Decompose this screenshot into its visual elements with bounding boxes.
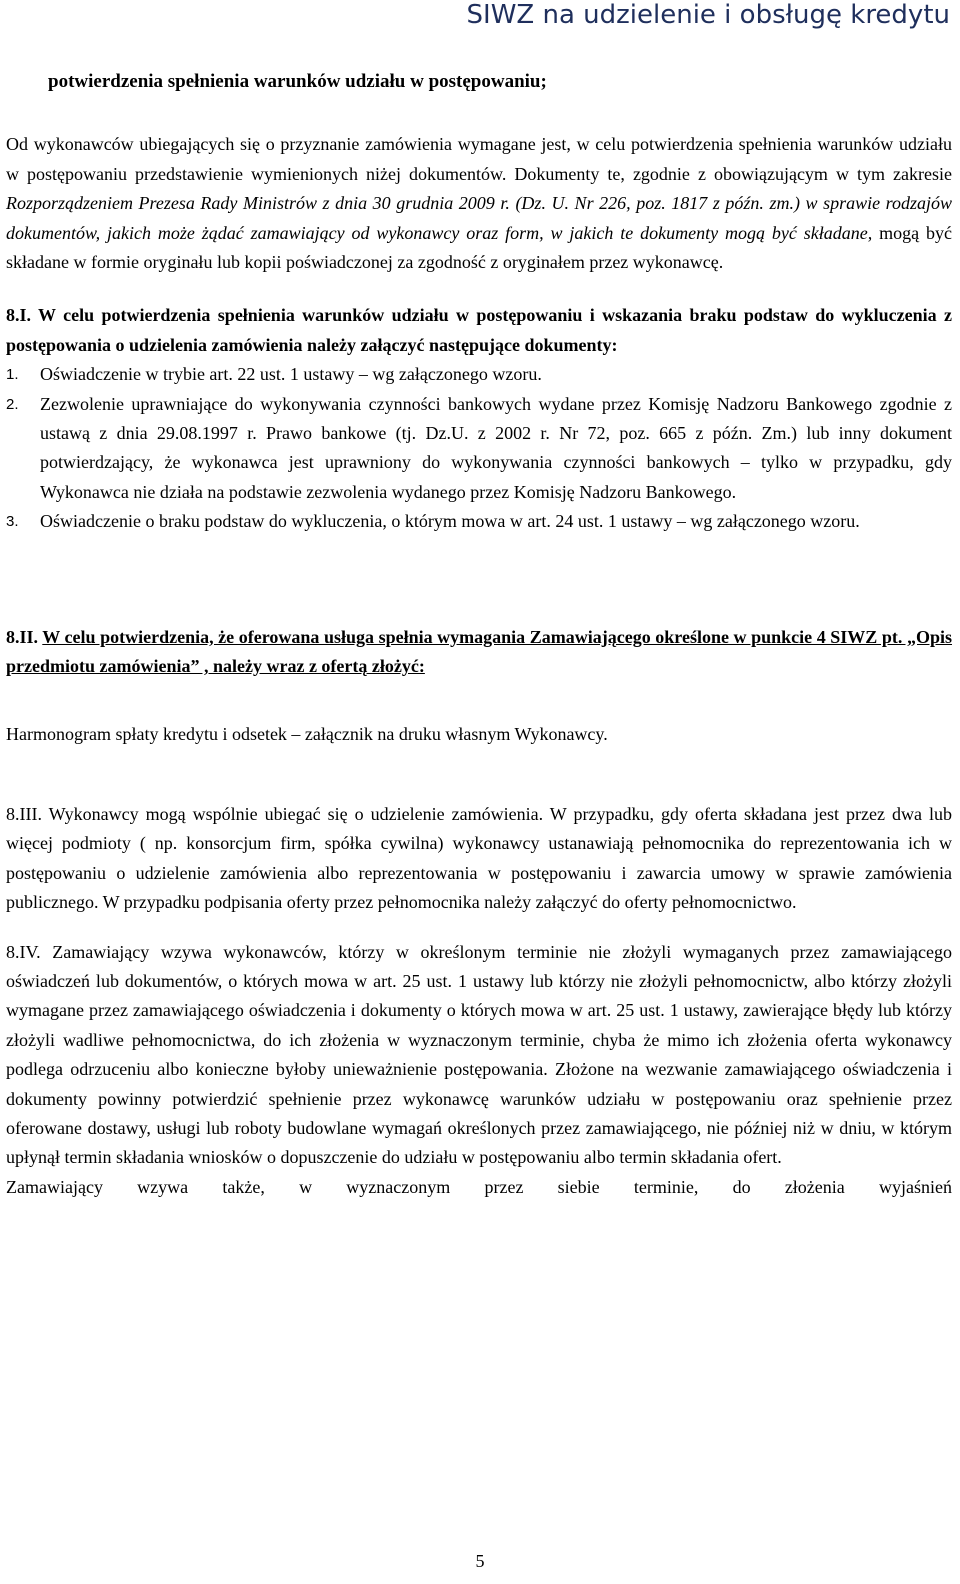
list-item-text: Zezwolenie uprawniające do wykonywania czynności bankowych wydane przez Komisję Nadzoru Bankowego zgodnie z ustawą z dnia 29.08.1997 r. Prawo bankowe (tj. Dz.U. z 2002 r. Nr 72, poz. 665 z późn. Zm.) lub inny dokument potwierdzający, że wykonawca jest uprawniony do wykonywania czynności bankowych – tylko w przypadku, gdy Wykonawca nie działa na podstawie zezwolenia wydanego przez Komisję Nadzoru Bankowego. bbox=[40, 393, 952, 502]
list-item bbox=[6, 390, 952, 508]
list-item bbox=[6, 360, 952, 389]
list-item-number: 1. bbox=[6, 366, 19, 384]
document-header: SIWZ na udzielenie i obsługę kredytu bbox=[466, 0, 950, 30]
list-item-text: Oświadczenie w trybie art. 22 ust. 1 ustawy – wg załączonego wzoru. bbox=[40, 364, 542, 385]
section-8ii-number: 8.II. bbox=[6, 626, 39, 647]
section-8i-heading: 8.I. W celu potwierdzenia spełnienia warunków udziału w postępowaniu i wskazania braku podstaw do wykluczenia z postępowania o udzielenia zamówienia należy załączyć następujące dokumenty: bbox=[6, 305, 952, 355]
section-8ii-text: Harmonogram spłaty kredytu i odsetek – załącznik na druku własnym Wykonawcy. bbox=[6, 723, 608, 744]
section-8iv-continuation: Zamawiający wzywa także, w wyznaczonym przez siebie terminie, do złożenia wyjaśnień bbox=[6, 1176, 952, 1197]
section-8iii-paragraph: 8.III. Wykonawcy mogą wspólnie ubiegać się o udzielenie zamówienia. W przypadku, gdy oferta składana jest przez dwa lub więcej podmioty ( np. konsorcjum firm, spółka cywilna) wykonawcy ustanawiają pełnomocnika do reprezentowania ich w postępowaniu o udzielenie zamówienia albo reprezentowania w postępowaniu i zawarcia umowy w sprawie zamówienia publicznego. W przypadku podpisania oferty przez pełnomocnika należy załączyć do oferty pełnomocnictwo. bbox=[6, 803, 952, 913]
list-item-number: 3. bbox=[6, 513, 19, 531]
intro-paragraph bbox=[6, 130, 952, 277]
list-item-text: Oświadczenie o braku podstaw do wykluczenia, o którym mowa w art. 24 ust. 1 ustawy – wg załączonego wzoru. bbox=[40, 511, 860, 532]
regulation-reference: Rozporządzeniem Prezesa Rady Ministrów z dnia 30 grudnia 2009 r. (Dz. U. Nr 226, poz. 1817 z późn. zm.) w sprawie rodzajów dokumentów, jakich może żądać zamawiający od wykonawcy oraz form, w jakich te dokumenty mogą być składane, bbox=[6, 193, 952, 243]
intro-text-end: mogą być składane w formie oryginału lub kopii poświadczonej za zgodność z oryginałem przez wykonawcę. bbox=[6, 222, 952, 273]
list-item bbox=[6, 507, 952, 536]
section-8iv-paragraph: 8.IV. Zamawiający wzywa wykonawców, którzy w określonym terminie nie złożyli wymaganych przez zamawiającego oświadczeń lub dokumentów, o których mowa w art. 25 ust. 1 ustawy lub którzy nie złożyli pełnomocnictw, albo którzy złożyli wymagane przez zamawiającego oświadczenia i dokumenty o których mowa w art. 25 ust. 1 ustawy, zawierające błędy lub którzy złożyli wadliwe pełnomocnictwa, do ich złożenia w wyznaczonym terminie, chyba że mimo ich złożenia oferta wykonawcy podlega odrzuceniu albo konieczne byłoby unieważnienie postępowania. Złożone na wezwanie zamawiającego oświadczenia i dokumenty powinny potwierdzić spełnienie przez wykonawcę warunków udziału w postępowaniu oraz spełnienie przez oferowane dostawy, usługi lub roboty budowlane wymagań określonych przez zamawiającego, nie później niż w dniu, w którym upłynął termin składania wniosków o dopuszczenie do udziału w postępowaniu albo termin składania ofert. bbox=[6, 941, 952, 1168]
section-8ii-heading bbox=[6, 623, 952, 682]
page-number: 5 bbox=[475, 1551, 485, 1571]
document-body bbox=[6, 67, 952, 1202]
list-item-number: 2. bbox=[6, 395, 19, 413]
intro-text: Od wykonawców ubiegających się o przyznanie zamówienia wymagane jest, w celu potwierdzenia spełnienia warunków udziału w postępowaniu przedstawienie wymienionych niżej dokumentów. Dokumenty te, zgodnie z obowiązującym w tym zakresie bbox=[6, 134, 952, 184]
section-8ii-title: W celu potwierdzenia, że oferowana usługa spełnia wymagania Zamawiającego określone w punkcie 4 SIWZ pt. „Opis przedmiotu zamówienia” , należy wraz z ofertą złożyć: bbox=[6, 626, 952, 677]
required-documents-list bbox=[6, 360, 952, 536]
section-heading: potwierdzenia spełnienia warunków udziału w postępowaniu; bbox=[48, 71, 547, 92]
